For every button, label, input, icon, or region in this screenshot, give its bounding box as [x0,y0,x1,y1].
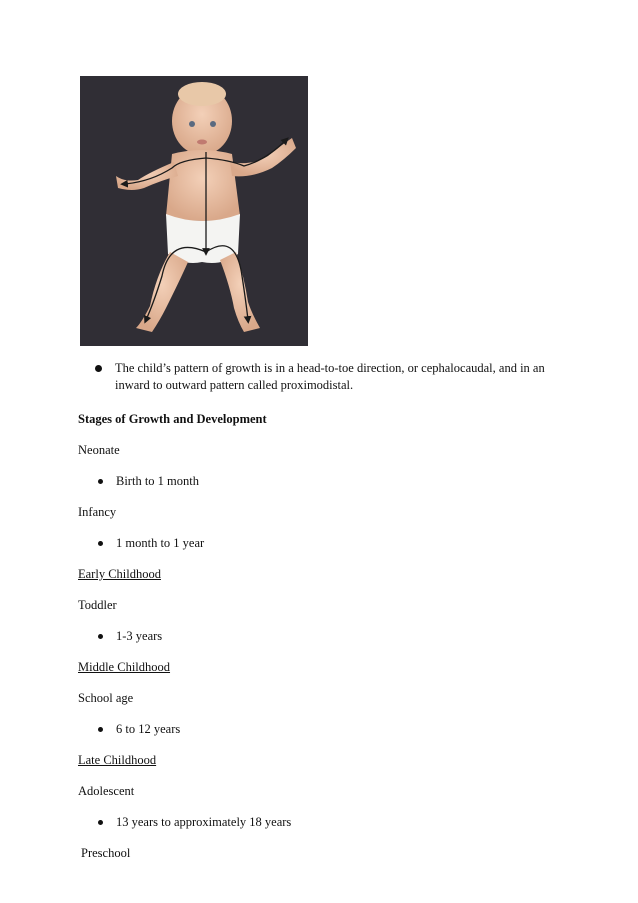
stage-range-neonate: Birth to 1 month [78,473,568,490]
stage-label-adolescent: Adolescent [78,784,135,798]
stage-range-school-age: 6 to 12 years [78,721,568,738]
stage-label-neonate: Neonate [78,443,120,457]
stage-range-adolescent: 13 years to approximately 18 years [78,814,568,831]
group-early-childhood: Early Childhood [78,567,161,581]
stage-range-toddler: 1-3 years [78,628,568,645]
trailing-label: Preschool [81,846,131,860]
stage-label-infancy: Infancy [78,505,117,519]
bullet-dot-icon [95,365,102,372]
document-body [78,360,568,876]
stage-label-school-age: School age [78,691,134,705]
intro-bullet [78,360,568,394]
bullet-dot-icon [98,727,103,732]
section-heading: Stages of Growth and Development [78,412,267,426]
bullet-dot-icon [98,479,103,484]
group-late-childhood: Late Childhood [78,753,157,767]
stage-label-toddler: Toddler [78,598,117,612]
bullet-dot-icon [98,634,103,639]
group-middle-childhood: Middle Childhood [78,660,171,674]
bullet-dot-icon [98,820,103,825]
stage-range-infancy: 1 month to 1 year [78,535,568,552]
bullet-dot-icon [98,541,103,546]
baby-growth-photo [80,76,308,346]
baby-illustration [80,76,308,346]
intro-text: The child’s pattern of growth is in a head-to-toe direction, or cephalocaudal, and in an inward to outward pattern called proximodistal. [115,361,545,392]
